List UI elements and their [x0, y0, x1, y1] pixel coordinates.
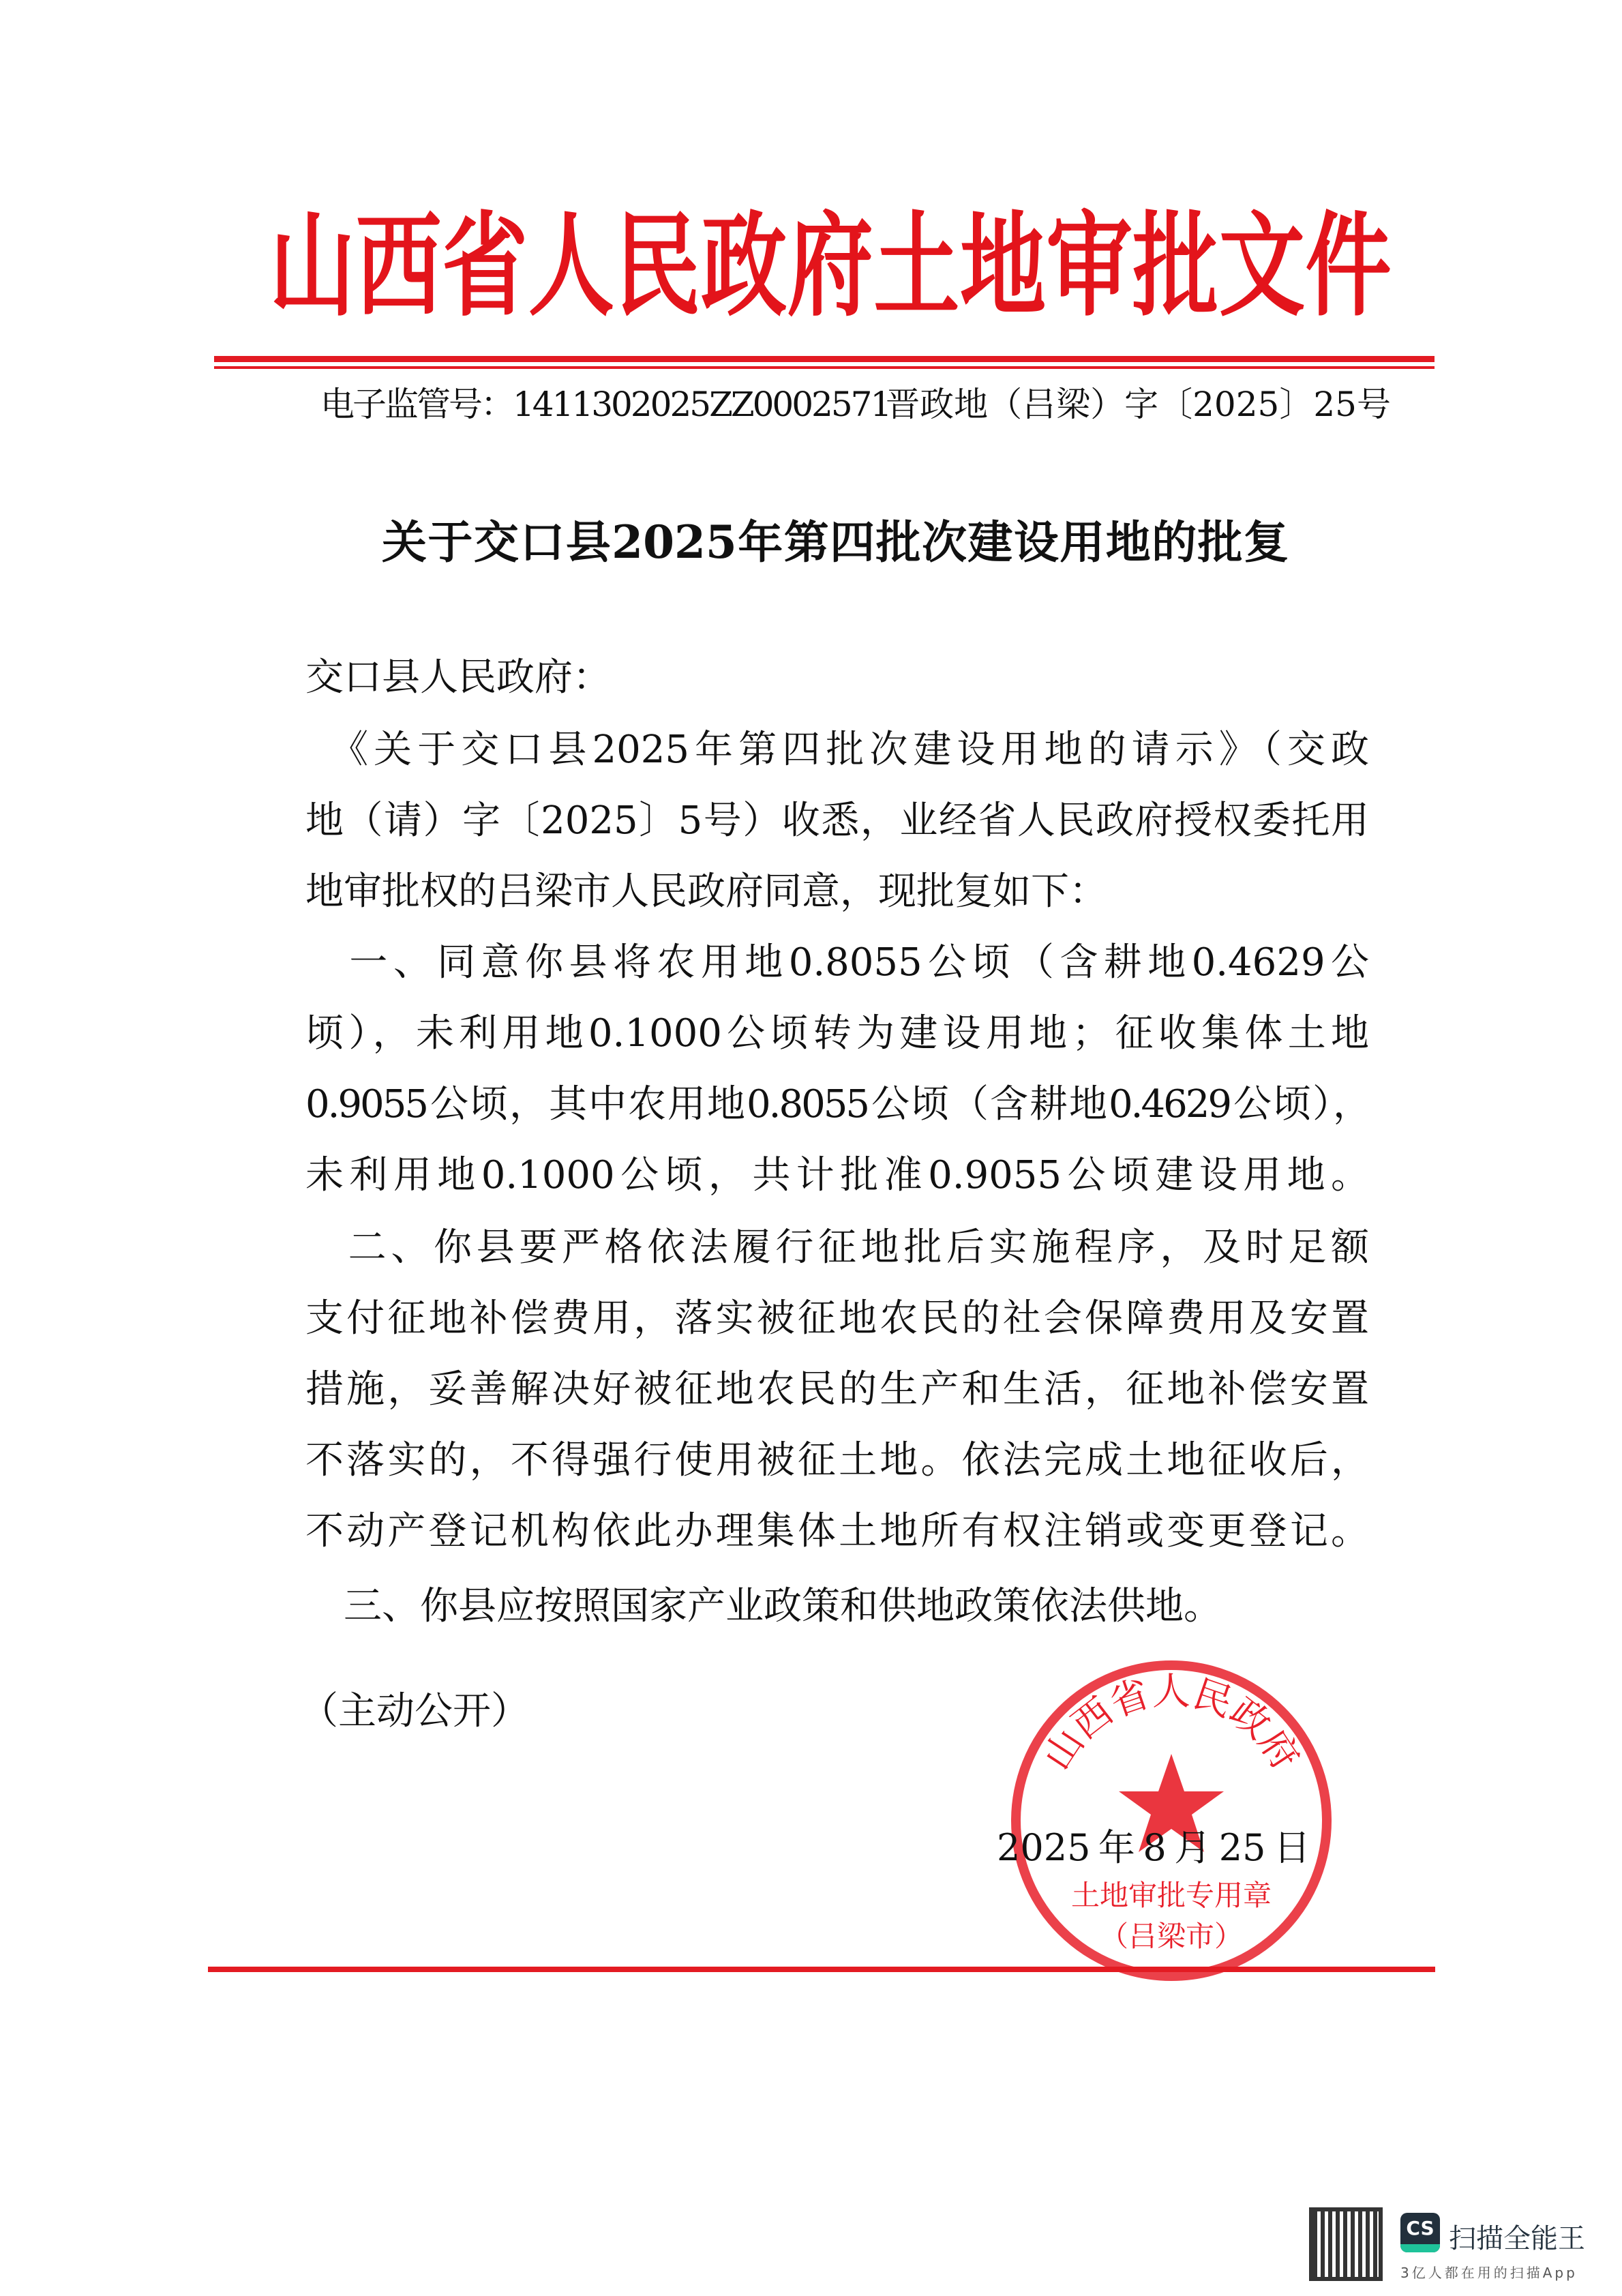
- body-line: 一、同意你县将农用地0.8055公顷（含耕地0.4629公: [305, 940, 1369, 985]
- supervision-number: 电子监管号：1411302025ZZ0002571: [320, 385, 890, 424]
- body-line: 二、你县要严格依法履行征地批后实施程序，及时足额: [305, 1225, 1369, 1270]
- document-title: 关于交口县2025年第四批次建设用地的批复: [382, 516, 1289, 569]
- header-divider-thin: [214, 366, 1435, 369]
- body-line: 不落实的，不得强行使用被征土地。依法完成土地征收后，: [305, 1438, 1369, 1482]
- qr-code-icon: [1309, 2207, 1383, 2281]
- official-seal: [1009, 1658, 1334, 1983]
- body-line: 0.9055公顷，其中农用地0.8055公顷（含耕地0.4629公顷），: [305, 1082, 1369, 1127]
- body-line: 不动产登记机构依此办理集体土地所有权注销或变更登记。: [305, 1509, 1369, 1553]
- cs-logo-text: CS: [1406, 2217, 1435, 2239]
- body-line: 顷），未利用地0.1000公顷转为建设用地；征收集体土地: [305, 1011, 1369, 1056]
- addressee: 交口县人民政府：: [305, 655, 611, 700]
- footer-divider: [208, 1967, 1435, 1972]
- document-reference: 晋政地（吕梁）字〔2025〕25号: [886, 385, 1391, 424]
- body-line: 未利用地0.1000公顷，共计批准0.9055公顷建设用地。: [305, 1153, 1369, 1197]
- scanner-watermark: [1309, 2199, 1609, 2281]
- seal-bottom-text: （吕梁市）: [1099, 1920, 1244, 1953]
- body-line: 措施，妥善解决好被征地农民的生产和生活，征地补偿安置: [305, 1367, 1369, 1412]
- scanner-app-name: 扫描全能王: [1449, 2223, 1585, 2254]
- disclosure-note: （主动公开）: [300, 1689, 529, 1733]
- body-line: 支付征地补偿费用，落实被征地农民的社会保障费用及安置: [305, 1296, 1369, 1341]
- cs-logo-icon: [1400, 2213, 1440, 2252]
- document-header-title: 山西省人民政府土地审批文件: [269, 200, 1391, 332]
- issue-date: 2025年8月25日: [997, 1826, 1310, 1869]
- body-line: 《关于交口县2025年第四批次建设用地的请示》（交政: [305, 728, 1369, 772]
- body-line: 地（请）字〔2025〕5号）收悉，业经省人民政府授权委托用: [305, 799, 1369, 843]
- seal-top-text: 山西省人民政府: [1034, 1669, 1308, 1778]
- seal-middle-text: 土地审批专用章: [1070, 1879, 1272, 1912]
- body-line: 三、你县应按照国家产业政策和供地政策依法供地。: [305, 1584, 1222, 1628]
- scanner-tagline: 3亿人都在用的扫描App: [1400, 2265, 1578, 2281]
- header-divider-thick: [214, 356, 1435, 362]
- body-line: 地审批权的吕梁市人民政府同意，现批复如下：: [305, 869, 1107, 914]
